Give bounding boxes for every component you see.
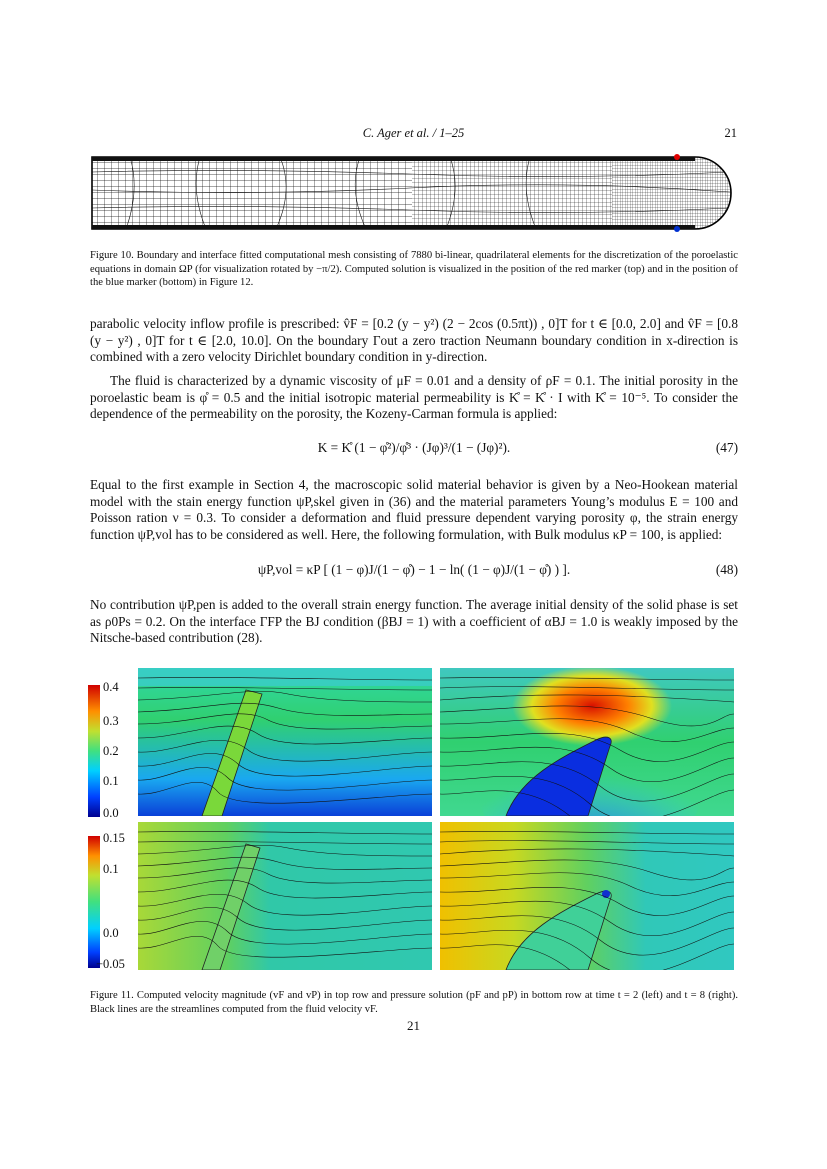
equation-48: [90, 562, 738, 586]
pressure-tick-3: −0.05: [96, 957, 125, 971]
panel-velocity-t8: [440, 668, 734, 816]
equation-47-body: K = K̊ (1 − φ̊²)/φ̊³ · (Jφ)³/(1 − (Jφ)²).: [317, 440, 511, 455]
velocity-tick-0: 0.4: [103, 680, 119, 694]
panel-pressure-t2: [138, 822, 432, 970]
running-header-author: C. Ager et al. / 1–25: [362, 126, 465, 140]
paragraph-fluid: The fluid is characterized by a dynamic viscosity of μF = 0.01 and a density of ρF = 0.1. The initial porosity in the poroelastic beam is φ̊ = 0.5 and the initial isotropic material permeability is K̊ = K̊ · I with K̊ = 10⁻⁵. To consider the dependence of the permeability on the porosity, the Kozeny-Carman formula is applied:: [90, 373, 738, 421]
equation-47-number: (47): [715, 440, 738, 455]
velocity-tick-2: 0.2: [103, 744, 119, 758]
velocity-tick-4: 0.0: [103, 806, 119, 820]
footer-page-number: 21: [407, 1018, 420, 1033]
paragraph-density: No contribution ψP,pen is added to the overall strain energy function. The average initial density of the solid phase is set as ρ0Ps = 0.2. On the interface ΓFP the BJ condition (βBJ = 1) with a coefficient of αBJ = 1.0 is weakly imposed by the Nitsche-based contribution (28).: [90, 597, 738, 645]
figure10-mesh: [90, 150, 736, 232]
pressure-colorbar: [88, 834, 100, 968]
blue-marker: [674, 226, 680, 232]
figure11-caption: Figure 11. Computed velocity magnitude (vF and vP) in top row and pressure solution (pF and pP) in bottom row at time t = 2 (left) and t = 8 (right). Black lines are the streamlines computed from the fluid velocity vF.: [90, 990, 738, 1015]
velocity-colorbar: [88, 683, 100, 817]
panel-pressure-t8: [440, 822, 734, 970]
equation-47: [90, 440, 738, 464]
pressure-tick-2: 0.0: [103, 926, 119, 940]
equation-48-number: (48): [715, 562, 738, 577]
paragraph-inflow: parabolic velocity inflow profile is prescribed: v̂F = [0.2 (y − y²) (2 − 2cos (0.5πt)) , 0]T for t ∈ [0.0, 2.0] and v̂F = [0.8 (y − y²) , 0]T for t ∈ [2.0, 10.0]. On the boundary Γout a zero traction Neumann boundary condition in x-direction is combined with a zero velocity Dirichlet boundary condition in y-direction.: [90, 316, 738, 364]
running-header-page: 21: [724, 126, 737, 140]
pressure-tick-1: 0.1: [103, 862, 119, 876]
red-marker: [674, 154, 680, 160]
velocity-tick-3: 0.1: [103, 774, 119, 788]
paragraph-material: Equal to the first example in Section 4, the macroscopic solid material behavior is given by a Neo-Hookean material model with the stain energy function ψP,skel given in (36) and the material parameters Young’s modulus E = 100 and Poisson ration ν = 0.3. To consider a deformation and fluid pressure dependent varying porosity φ, the strain energy function ψP,vol has to be considered as well. Here, the following formulation, with Bulk modulus κP = 100, is applied:: [90, 477, 738, 542]
pressure-tick-0: 0.15: [103, 831, 125, 845]
velocity-tick-1: 0.3: [103, 714, 119, 728]
figure10-caption: Figure 10. Boundary and interface fitted computational mesh consisting of 7880 bi-linear, quadrilateral elements for the discretization of the poroelastic equations in domain ΩP (for visualization rotated by −π/2). Computed solution is visualized in the position of the red marker (top) and in the position of the blue marker (bottom) in Figure 12.: [90, 250, 738, 288]
equation-48-body: ψP,vol = κP [ (1 − φ)J/(1 − φ̊) − 1 − ln( (1 − φ)J/(1 − φ̊) ) ].: [257, 562, 571, 577]
panel-velocity-t2: [138, 668, 432, 816]
